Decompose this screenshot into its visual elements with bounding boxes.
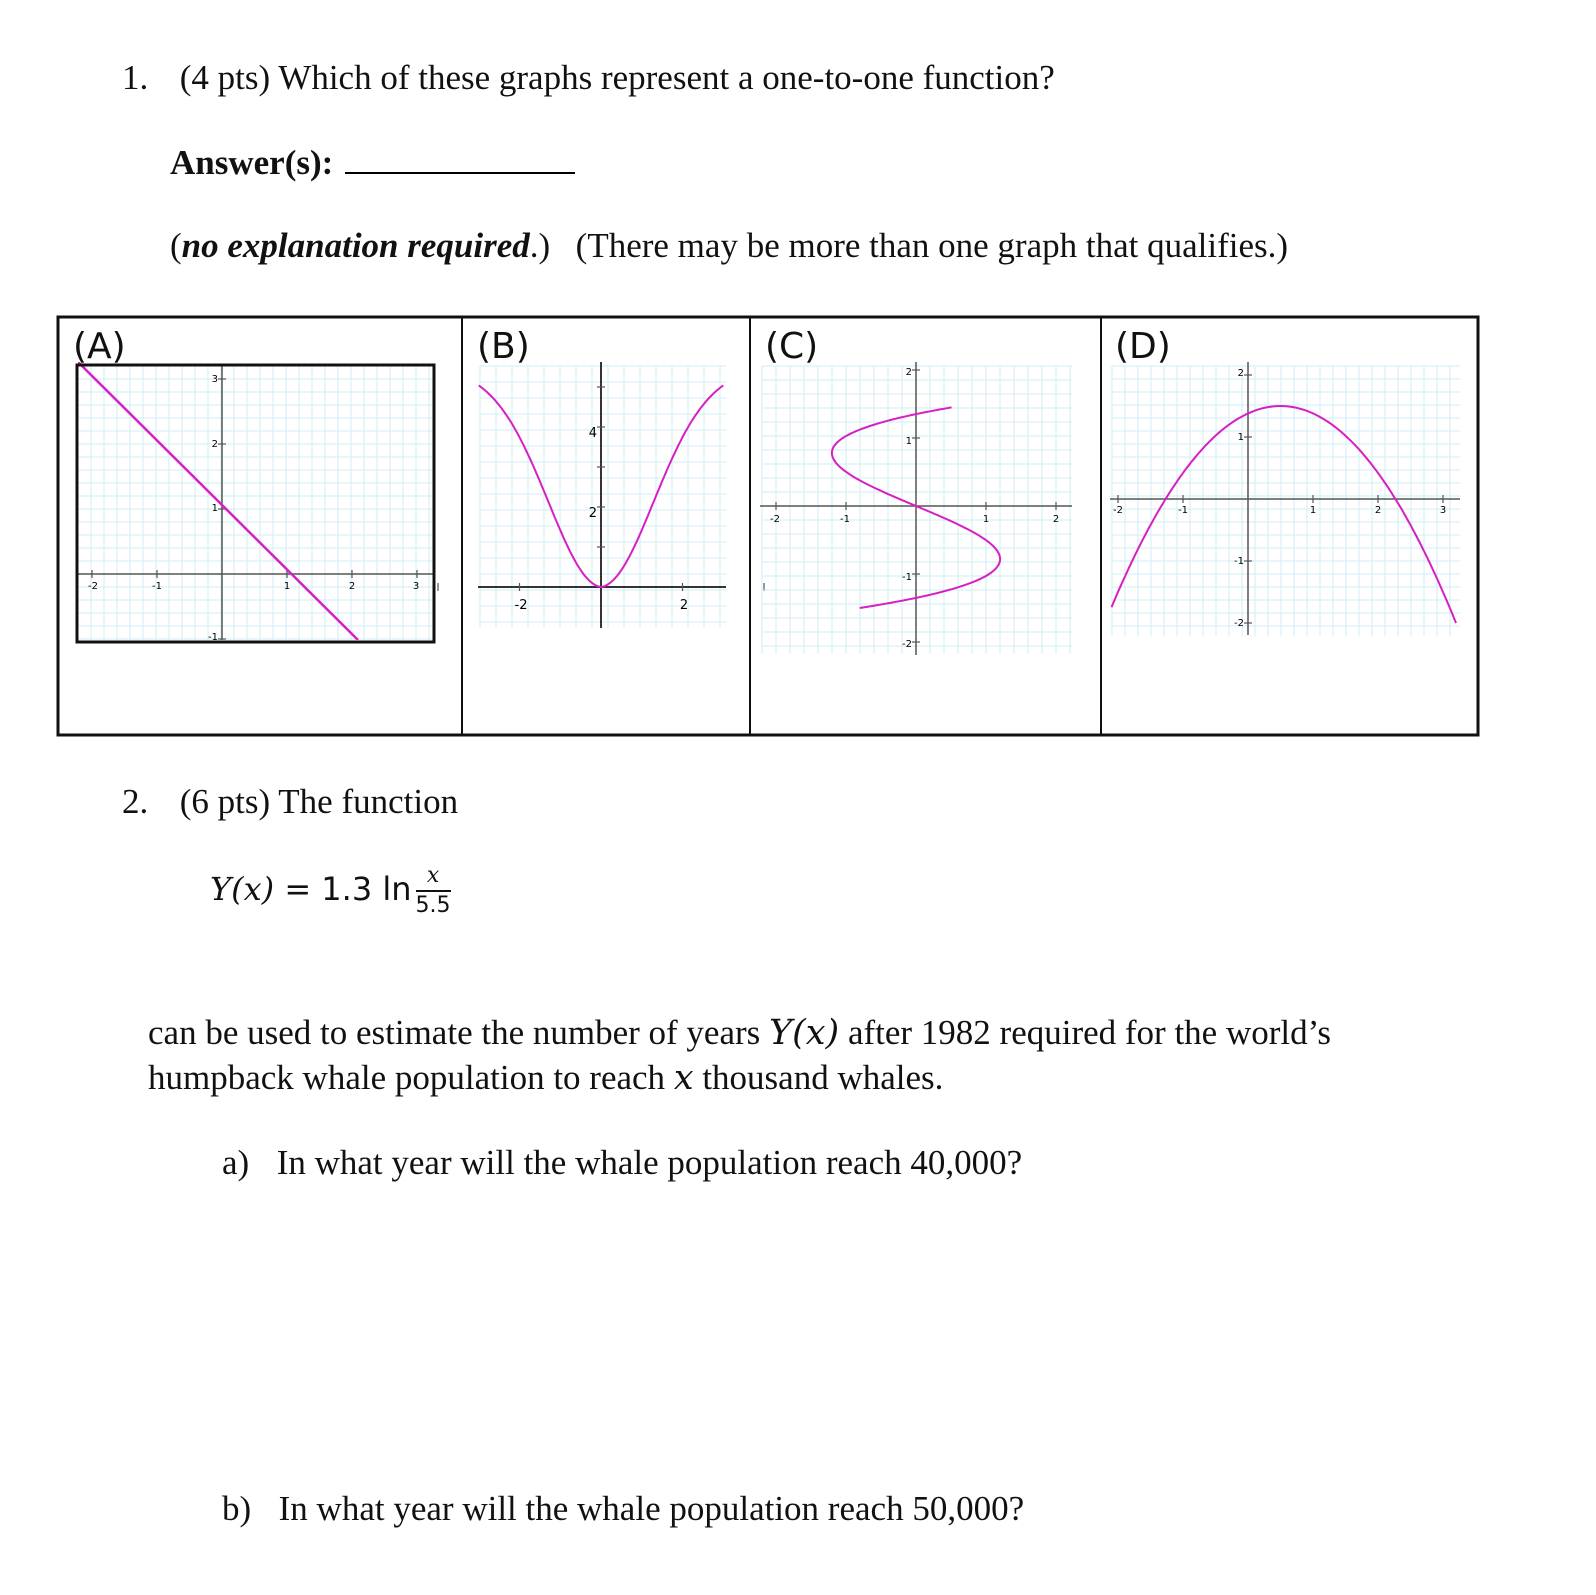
graph-a-tick-x: -1 — [152, 581, 162, 592]
graph-c-tick-y: 2 — [905, 367, 912, 378]
q2-para-line1 — [148, 1013, 1331, 1053]
graph-d-tick-x: 3 — [1439, 505, 1447, 516]
graph-a-tick-x: 3 — [412, 581, 420, 592]
q1-points: (4 pts) — [179, 58, 271, 97]
note-rest: (There may be more than one graph that qualifies.) — [575, 226, 1289, 265]
graph-a-tick-x: 2 — [348, 581, 356, 592]
graph-d-curve — [1112, 406, 1457, 623]
q2-line — [122, 782, 458, 822]
note-open: ( — [170, 226, 182, 265]
graph-b-tick-x: -2 — [514, 598, 528, 613]
graph-d-label: (D) — [1115, 326, 1171, 367]
graph-b — [438, 362, 764, 628]
note-close: .) — [529, 226, 551, 265]
graph-d-tick-y: 2 — [1237, 368, 1244, 379]
formula — [210, 862, 451, 920]
graph-a-tick-y: 1 — [211, 503, 218, 514]
q2-para-line2 — [148, 1058, 943, 1098]
graph-a-label: (A) — [73, 326, 126, 367]
graph-b-tick-y: 4 — [588, 426, 597, 441]
graph-c-tick-y: -1 — [902, 572, 912, 583]
graph-c — [760, 362, 1072, 655]
graph-a-line — [78, 362, 358, 640]
graph-d-tick-y: 1 — [1237, 432, 1244, 443]
graph-a-tick-y: -1 — [208, 632, 218, 643]
part-a-label: a) — [222, 1143, 250, 1182]
part-b-label: b) — [222, 1489, 252, 1528]
part-b-text: In what year will the whale population reach 50,000? — [278, 1489, 1025, 1528]
graph-c-tick-y: 1 — [905, 436, 912, 447]
graph-a-tick-x: -2 — [88, 581, 98, 592]
q1-text: Which of these graphs represent a one-to-one function? — [278, 58, 1055, 97]
para2-x: x — [673, 1058, 694, 1098]
para1-b: after 1982 required for the world’s — [847, 1013, 1331, 1052]
q2-part-b — [222, 1489, 1024, 1529]
formula-denominator: 5.5 — [415, 893, 451, 918]
graph-c-tick-x: 2 — [1052, 514, 1060, 525]
para2-b: thousand whales. — [702, 1058, 944, 1097]
graph-d-tick-y: -2 — [1234, 618, 1244, 629]
graph-b-label: (B) — [477, 326, 530, 367]
q1-number: 1. — [122, 58, 149, 97]
para2-a: humpback whale population to reach — [148, 1058, 666, 1097]
graph-d-tick-x: 2 — [1374, 505, 1382, 516]
formula-paren: (x) — [231, 870, 275, 908]
graph-c-tick-y: -2 — [902, 639, 912, 650]
graph-c-tick-x: -2 — [770, 514, 780, 525]
graph-d-tick-x: -1 — [1178, 505, 1188, 516]
graph-a — [77, 362, 434, 643]
graph-b-tick-x: 2 — [679, 598, 689, 613]
formula-fraction — [416, 862, 451, 920]
q2-text: The function — [278, 782, 459, 821]
formula-numerator: x — [416, 862, 451, 892]
q2-part-a — [222, 1143, 1022, 1183]
formula-eq: = 1.3 ln — [274, 870, 412, 908]
graph-a-grid — [78, 366, 433, 640]
graph-table — [0, 0, 1596, 760]
q2-number: 2. — [122, 782, 149, 821]
graph-a-tick-x: 1 — [283, 581, 291, 592]
graph-b-grid — [480, 366, 726, 628]
note-bold: no explanation required — [181, 226, 530, 265]
graph-c-grid — [762, 366, 1072, 654]
graph-c-tick-x: 1 — [982, 514, 990, 525]
graph-a-tick-y: 2 — [211, 439, 218, 450]
graph-d-tick-x: -2 — [1113, 505, 1123, 516]
q2-points: (6 pts) — [179, 782, 271, 821]
graph-d-tick-y: -1 — [1234, 556, 1244, 567]
para1-a: can be used to estimate the number of years — [148, 1013, 761, 1052]
formula-Y: Y — [210, 870, 232, 908]
graph-c-label: (C) — [765, 326, 819, 367]
graph-c-tick-x: -1 — [840, 514, 850, 525]
graph-d-tick-x: 1 — [1309, 505, 1317, 516]
graph-a-tick-y: 3 — [211, 374, 218, 385]
graph-b-tick-y: 2 — [588, 506, 597, 521]
graph-d — [1110, 362, 1460, 636]
para1-Y: Y(x) — [769, 1013, 840, 1053]
part-a-text: In what year will the whale population reach 40,000? — [276, 1143, 1023, 1182]
answer-label: Answer(s): — [170, 143, 334, 182]
